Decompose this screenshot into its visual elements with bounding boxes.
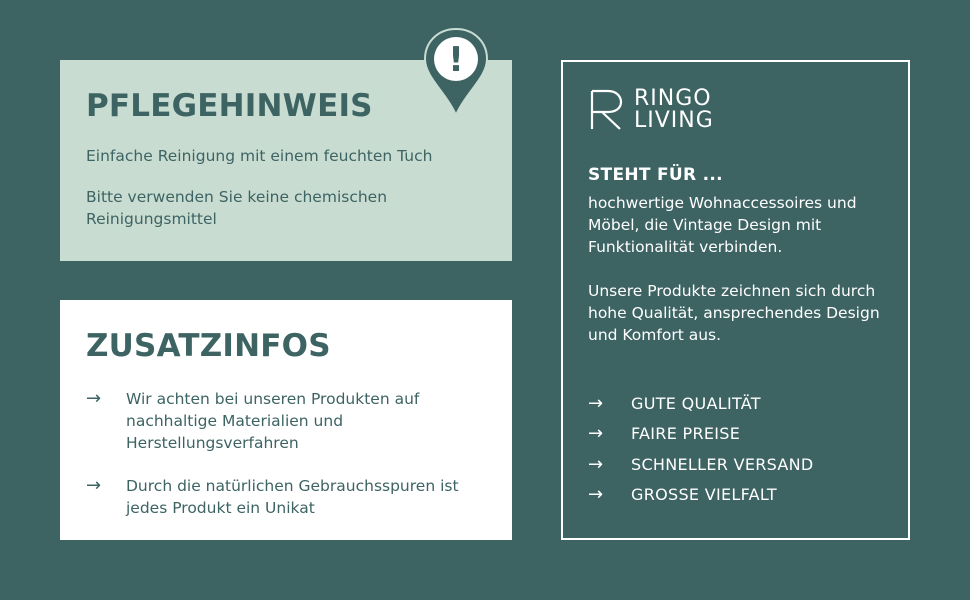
feature-list [588,388,814,510]
feature-item [588,388,814,419]
feature-item [588,419,814,450]
arrow-right-icon: → [86,388,102,409]
brand-description: hochwertige Wohnaccessoires und Möbel, die Vintage Design mit Funktionalität verbinden. [588,194,857,256]
feature-label: SCHNELLER VERSAND [631,454,814,474]
care-text-cleaning: Einfache Reinigung mit einem feuchten Tuch [86,147,433,165]
ringo-living-logo-icon [590,89,624,131]
feature-item [588,480,814,511]
brand-quality-text: Unsere Produkte zeichnen sich durch hohe Qualität, ansprechendes Design und Komfort aus. [588,282,880,344]
feature-item [588,449,814,480]
feature-label: FAIRE PREISE [631,424,741,444]
extra-list [86,388,486,519]
list-item [86,475,486,519]
extra-title: ZUSATZINFOS [86,328,331,364]
arrow-right-icon: → [588,453,604,475]
list-item [86,388,486,454]
extra-item-text: Wir achten bei unseren Produkten auf nachhaltige Materialien und Herstellungsverfahren [126,390,420,452]
arrow-right-icon: → [588,392,604,414]
arrow-right-icon: → [588,423,604,445]
feature-label: GROSSE VIELFALT [631,485,777,505]
arrow-right-icon: → [588,484,604,506]
logo-line-living: LIVING [634,108,714,133]
arrow-right-icon: → [86,475,102,496]
pin-symbol: ! [448,40,464,80]
logo-line-ringo: RINGO [634,86,712,111]
brand-card [561,60,910,540]
brand-heading: STEHT FÜR ... [588,165,723,185]
care-text-warning: Bitte verwenden Sie keine chemischen Reinigungsmittel [86,188,388,228]
extra-item-text: Durch die natürlichen Gebrauchsspuren ist jedes Produkt ein Unikat [126,477,459,517]
warning-pin-icon [423,27,489,117]
care-title: PFLEGEHINWEIS [86,88,373,124]
brand-logo [590,88,714,132]
extra-card [60,300,512,540]
feature-label: GUTE QUALITÄT [631,393,761,413]
